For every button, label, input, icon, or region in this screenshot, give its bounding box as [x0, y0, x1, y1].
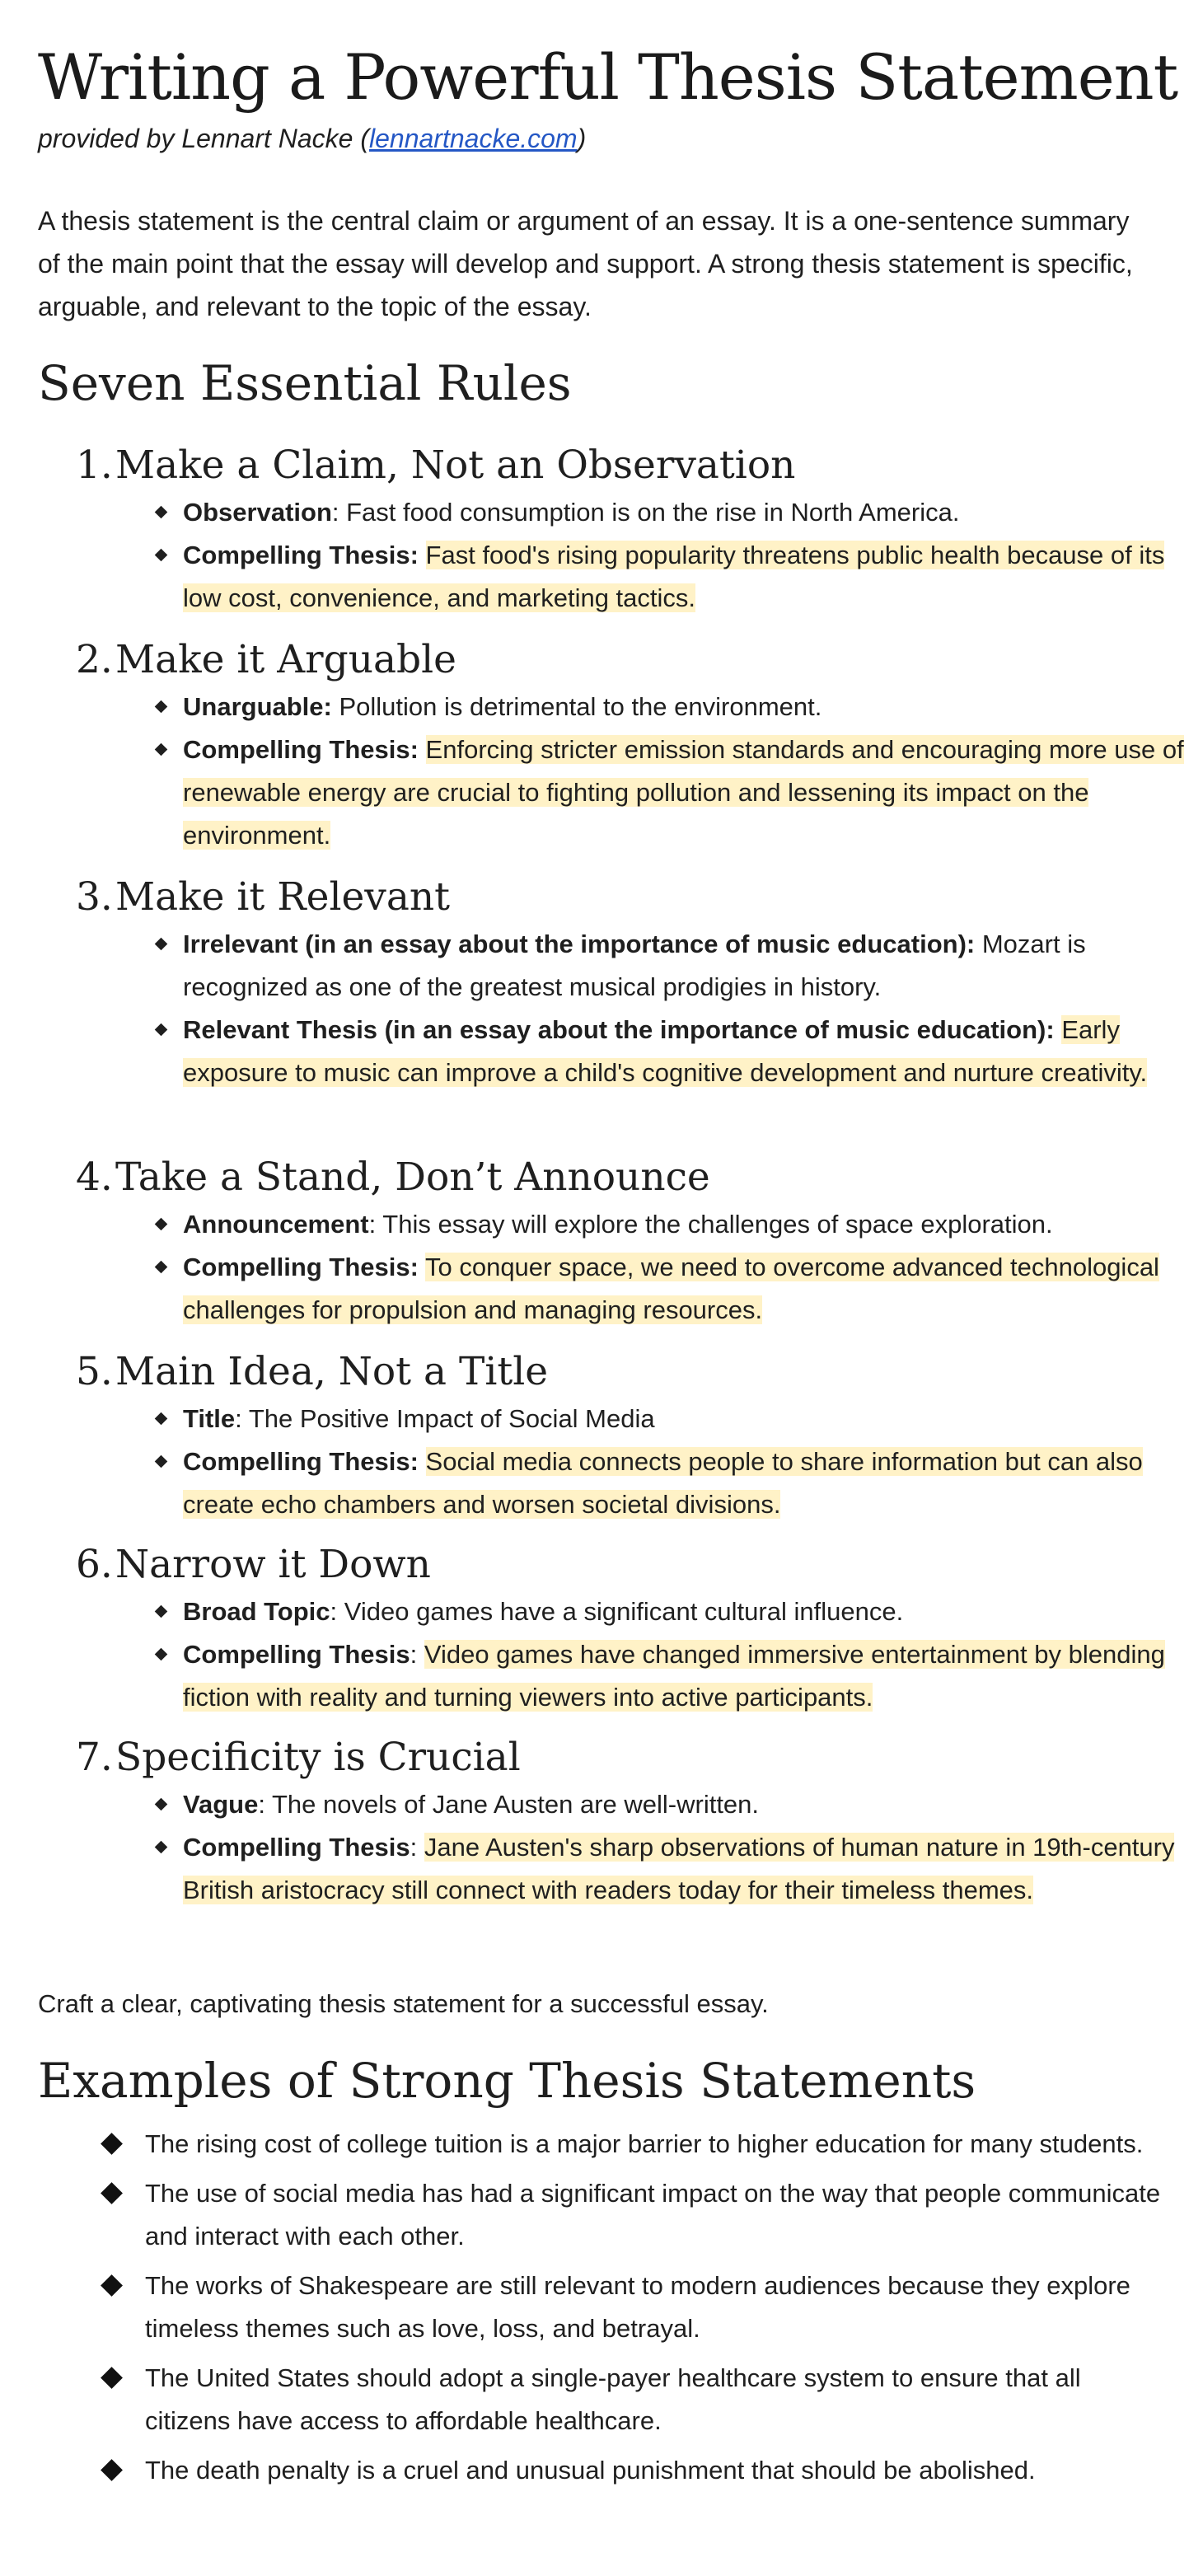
rule-item [76, 1152, 1196, 1332]
rule-title: Specificity is Crucial [115, 1735, 521, 1780]
rule-number: 4. [76, 1155, 113, 1200]
bullet-separator: : [410, 1640, 424, 1669]
bullet-label: Observation [183, 498, 332, 527]
rule-heading [76, 440, 1196, 491]
rule-title: Take a Stand, Don’t Announce [115, 1155, 710, 1200]
rule-title: Main Idea, Not a Title [115, 1349, 549, 1394]
bullet-separator: : [235, 1404, 249, 1433]
highlighted-thesis-text: Fast food's rising popularity threatens public health because of its low cost, convenience, and marketing tactics. [183, 541, 1165, 612]
bullet-label: Unarguable: [183, 692, 332, 721]
highlighted-thesis-text: Jane Austen's sharp observations of human nature in 19th-century British aristocracy still connect with readers today for their timeless themes. [183, 1833, 1175, 1904]
rule-item [76, 1539, 1196, 1719]
bullet-label: Compelling Thesis [183, 1833, 410, 1862]
diamond-bullet-icon [155, 1841, 168, 1854]
author-website-link[interactable]: lennartnacke.com [369, 124, 578, 153]
highlighted-thesis-text: Enforcing stricter emission standards and encouraging more use of renewable energy are crucial to fighting pollution and lessening its impact on the environment. [183, 735, 1184, 850]
rule-heading [76, 635, 1196, 686]
diamond-bullet-icon [155, 1605, 168, 1618]
bullet-text: Mozart is recognized as one of the greatest musical prodigies in history. [183, 930, 1086, 1001]
examples-heading: Examples of Strong Thesis Statements [38, 2053, 976, 2109]
rule-bullets [76, 1398, 1196, 1526]
bullet-text: Fast food consumption is on the rise in North America. [346, 498, 960, 527]
bullet-text: The Positive Impact of Social Media [248, 1404, 655, 1433]
rule-bullet [76, 1590, 1196, 1633]
bullet-label: Compelling Thesis: [183, 735, 419, 764]
diamond-bullet-icon [101, 2367, 123, 2389]
example-item [38, 2449, 1167, 2492]
bullet-separator: : [368, 1210, 383, 1239]
rule-heading [76, 1539, 1196, 1590]
rule-title: Make it Arguable [115, 637, 456, 682]
rule-item [76, 635, 1196, 857]
rule-heading [76, 1152, 1196, 1203]
bullet-separator: : [258, 1790, 272, 1819]
rule-bullet [76, 1009, 1196, 1094]
rule-number: 3. [76, 874, 113, 920]
rule-number: 1. [76, 443, 113, 488]
rule-bullets [76, 491, 1196, 620]
highlighted-thesis-text: Social media connects people to share information but can also create echo chambers and worsen societal divisions. [183, 1447, 1143, 1519]
rule-item [76, 440, 1196, 620]
rule-bullets [76, 1783, 1196, 1912]
example-text: The works of Shakespeare are still relevant to modern audiences because they explore timeless themes such as love, loss, and betrayal. [145, 2271, 1130, 2343]
example-text: The United States should adopt a single-payer healthcare system to ensure that all citizens have access to affordable healthcare. [145, 2363, 1081, 2435]
diamond-bullet-icon [155, 1218, 168, 1231]
bullet-text: Pollution is detrimental to the environment. [339, 692, 822, 721]
rule-bullet [76, 923, 1196, 1009]
intro-paragraph: A thesis statement is the central claim or argument of an essay. It is a one-sentence summary of the main point that the essay will develop and support. A strong thesis statement is specific, arguable, and relevant to the topic of the essay. [38, 206, 1133, 321]
rule-bullet [76, 1633, 1196, 1719]
rule-number: 6. [76, 1542, 113, 1587]
rules-heading: Seven Essential Rules [38, 355, 572, 411]
bullet-separator: : [331, 498, 347, 527]
rule-item [76, 1732, 1196, 1912]
rule-title: Make it Relevant [115, 874, 451, 920]
bullet-label: Irrelevant (in an essay about the importance of music education): [183, 930, 976, 958]
example-text: The use of social media has had a significant impact on the way that people communicate and interact with each other. [145, 2179, 1161, 2250]
examples-list [38, 2123, 1167, 2499]
diamond-bullet-icon [155, 1261, 168, 1274]
bullet-label: Compelling Thesis: [183, 541, 419, 569]
rule-number: 5. [76, 1349, 113, 1394]
bullet-text: The novels of Jane Austen are well-written. [272, 1790, 760, 1819]
bullet-label: Title [183, 1404, 236, 1433]
diamond-bullet-icon [155, 938, 168, 951]
bullet-separator: : [330, 1597, 344, 1626]
bullet-separator: : [410, 1833, 424, 1862]
diamond-bullet-icon [155, 1023, 168, 1037]
diamond-bullet-icon [101, 2459, 123, 2481]
diamond-bullet-icon [155, 743, 168, 756]
bullet-separator [419, 735, 426, 764]
rule-heading [76, 1732, 1196, 1783]
bullet-separator [419, 541, 426, 569]
byline [38, 120, 586, 157]
bullet-separator [419, 1447, 426, 1476]
page-title: Writing a Powerful Thesis Statement [38, 40, 1178, 114]
rule-bullet [76, 728, 1196, 857]
example-item [38, 2265, 1167, 2350]
bullet-label: Relevant Thesis (in an essay about the importance of music education): [183, 1015, 1055, 1044]
rule-item [76, 872, 1196, 1094]
example-item [38, 2357, 1167, 2443]
rule-bullet [76, 1203, 1196, 1246]
diamond-bullet-icon [155, 700, 168, 714]
rule-bullets [76, 686, 1196, 857]
rule-bullets [76, 1203, 1196, 1332]
diamond-bullet-icon [155, 1455, 168, 1468]
rule-item [76, 1347, 1196, 1526]
bullet-label: Announcement [183, 1210, 369, 1239]
rule-bullet [76, 1246, 1196, 1332]
diamond-bullet-icon [155, 1798, 168, 1811]
rule-bullet [76, 1398, 1196, 1440]
rule-bullet [76, 1826, 1196, 1912]
rule-bullets [76, 1590, 1196, 1719]
example-item [38, 2172, 1167, 2258]
diamond-bullet-icon [155, 1412, 168, 1426]
byline-suffix: ) [577, 124, 587, 153]
rule-bullet [76, 534, 1196, 620]
rule-bullet [76, 1783, 1196, 1826]
diamond-bullet-icon [155, 506, 168, 519]
example-item [38, 2123, 1167, 2166]
byline-prefix: provided by Lennart Nacke ( [38, 124, 369, 153]
example-text: The death penalty is a cruel and unusual punishment that should be abolished. [145, 2456, 1036, 2485]
closing-text: Craft a clear, captivating thesis statement for a successful essay. [38, 1989, 769, 2018]
bullet-label: Vague [183, 1790, 259, 1819]
diamond-bullet-icon [101, 2274, 123, 2297]
diamond-bullet-icon [101, 2133, 123, 2155]
highlighted-thesis-text: Video games have changed immersive entertainment by blending fiction with reality and turning viewers into active participants. [183, 1640, 1165, 1712]
highlighted-thesis-text: To conquer space, we need to overcome advanced technological challenges for propulsion and managing resources. [183, 1253, 1159, 1324]
rule-title: Make a Claim, Not an Observation [115, 443, 796, 488]
bullet-text: This essay will explore the challenges of space exploration. [382, 1210, 1053, 1239]
bullet-label: Compelling Thesis: [183, 1447, 419, 1476]
rule-number: 2. [76, 637, 113, 682]
bullet-label: Compelling Thesis: [183, 1253, 419, 1281]
diamond-bullet-icon [101, 2182, 123, 2204]
rule-heading [76, 872, 1196, 923]
bullet-separator [975, 930, 982, 958]
rule-bullet [76, 1440, 1196, 1526]
bullet-label: Broad Topic [183, 1597, 330, 1626]
rule-title: Narrow it Down [115, 1542, 431, 1587]
rule-bullet [76, 491, 1196, 534]
bullet-separator [419, 1253, 425, 1281]
example-text: The rising cost of college tuition is a major barrier to higher education for many students. [145, 2129, 1144, 2158]
rule-heading [76, 1347, 1196, 1398]
diamond-bullet-icon [155, 549, 168, 562]
bullet-text: Video games have a significant cultural influence. [344, 1597, 904, 1626]
diamond-bullet-icon [155, 1648, 168, 1661]
bullet-label: Compelling Thesis [183, 1640, 410, 1669]
rule-bullet [76, 686, 1196, 728]
rule-bullets [76, 923, 1196, 1094]
highlighted-thesis-text: Early exposure to music can improve a child's cognitive development and nurture creativity. [183, 1015, 1148, 1087]
rule-number: 7. [76, 1735, 113, 1780]
